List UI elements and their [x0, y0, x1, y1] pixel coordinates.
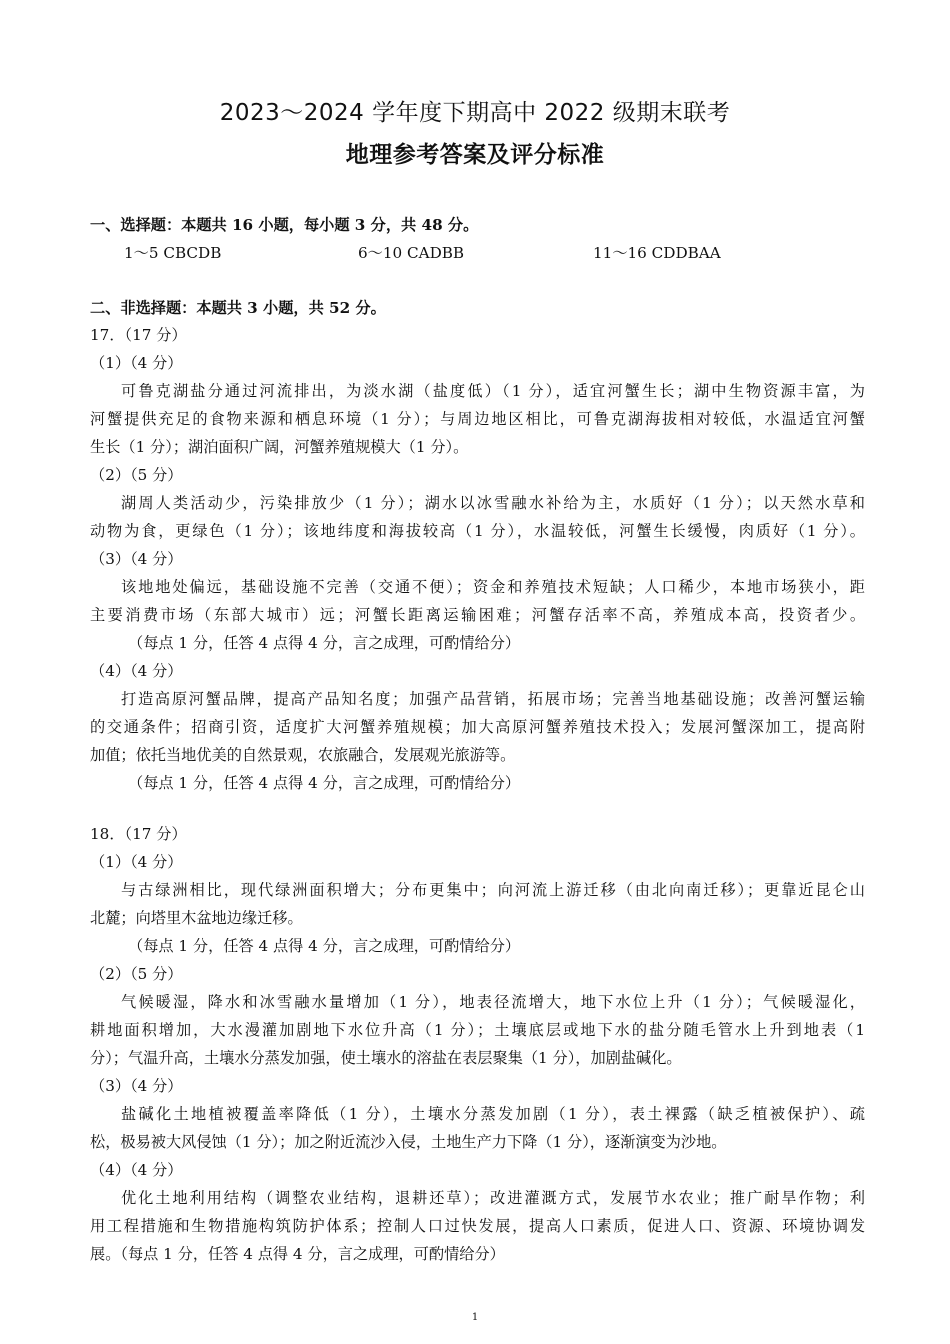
q17-part2-text: 动物为食，更绿色（1 分）；该地纬度和海拔较高（1 分），水温较低，河蟹生长缓慢，肉质好（1 分）。 [90, 522, 865, 540]
section-heading-nonchoice: 二、非选择题：本题共 3 小题，共 52 分。 [90, 299, 386, 317]
q18-part3-text: 松，极易被大风侵蚀（1 分）；加之附近流沙入侵，土地生产力下降（1 分），逐渐演变为沙地。 [90, 1133, 727, 1151]
q17-part1-text: 河蟹提供充足的食物来源和栖息环境（1 分）；与周边地区相比，可鲁克湖海拔相对较低，水温适宜河蟹 [90, 410, 865, 428]
q18-part1-scoring-note: （每点 1 分，任答 4 点得 4 分，言之成理，可酌情给分） [128, 937, 521, 955]
q18-part4-text: 展。（每点 1 分，任答 4 点得 4 分，言之成理，可酌情给分） [90, 1245, 505, 1263]
q17-part3-scoring-note: （每点 1 分，任答 4 点得 4 分，言之成理，可酌情给分） [128, 634, 521, 652]
q18-part2-text: 气候暖湿，降水和冰雪融水量增加（1 分），地表径流增大，地下水位上升（1 分）；气候暖湿化， [121, 993, 865, 1011]
q17-part2-text: 湖周人类活动少，污染排放少（1 分）；湖水以冰雪融水补给为主，水质好（1 分）；以天然水草和 [121, 494, 865, 512]
q18-part2-text: 耕地面积增加，大水漫灌加剧地下水位升高（1 分）；土壤底层或地下水的盐分随毛管水上升到地表（1 [90, 1021, 865, 1039]
q18-part4-label: （4）（4 分） [90, 1161, 183, 1179]
answer-group-1-5: 1～5 CBCDB [124, 244, 222, 262]
q18-part1-text: 北麓；向塔里木盆地边缘迁移。 [90, 909, 303, 927]
question-17-label: 17．（17 分） [90, 326, 187, 344]
q17-part3-label: （3）（4 分） [90, 550, 183, 568]
document-subtitle: 地理参考答案及评分标准 [345, 142, 605, 168]
q18-part4-text: 优化土地利用结构（调整农业结构，退耕还草）；改进灌溉方式，发展节水农业；推广耐旱作物；利 [121, 1189, 865, 1207]
q18-part2-label: （2）（5 分） [90, 965, 183, 983]
q17-part2-label: （2）（5 分） [90, 466, 183, 484]
q18-part2-text: 分）；气温升高，土壤水分蒸发加强，使土壤水的溶盐在表层聚集（1 分），加剧盐碱化。 [90, 1049, 682, 1067]
q18-part3-text: 盐碱化土地植被覆盖率降低（1 分），土壤水分蒸发加剧（1 分），表土裸露（缺乏植被保护）、疏 [121, 1105, 865, 1123]
q17-part4-text: 打造高原河蟹品牌，提高产品知名度；加强产品营销，拓展市场；完善当地基础设施；改善河蟹运输 [121, 690, 865, 708]
section-heading-choice: 一、选择题：本题共 16 小题，每小题 3 分，共 48 分。 [90, 216, 479, 234]
q18-part1-label: （1）（4 分） [90, 853, 183, 871]
q18-part1-text: 与古绿洲相比，现代绿洲面积增大；分布更集中；向河流上游迁移（由北向南迁移）；更靠近昆仑山 [121, 881, 865, 899]
q17-part4-text: 加值；依托当地优美的自然景观，农旅融合，发展观光旅游等。 [90, 746, 516, 764]
document-title: 2023～2024 学年度下期高中 2022 级期末联考 [219, 100, 731, 126]
q17-part3-text: 该地地处偏远，基础设施不完善（交通不便）；资金和养殖技术短缺；人口稀少，本地市场狭小，距 [121, 578, 865, 596]
q18-part4-text: 用工程措施和生物措施构筑防护体系；控制人口过快发展，提高人口素质，促进人口、资源、环境协调发 [90, 1217, 865, 1235]
answer-group-6-10: 6～10 CADBB [358, 244, 465, 262]
q17-part4-text: 的交通条件；招商引资，适度扩大河蟹养殖规模；加大高原河蟹养殖技术投入；发展河蟹深加工，提高附 [90, 718, 865, 736]
q17-part3-text: 主要消费市场（东部大城市）远；河蟹长距离运输困难；河蟹存活率不高，养殖成本高，投资者少。 [90, 606, 865, 624]
question-18-label: 18．（17 分） [90, 825, 187, 843]
q17-part1-text: 可鲁克湖盐分通过河流排出，为淡水湖（盐度低）（1 分），适宜河蟹生长；湖中生物资源丰富，为 [121, 382, 865, 400]
answer-group-11-16: 11～16 CDDBAA [593, 244, 721, 262]
q17-part1-text: 生长（1 分）；湖泊面积广阔，河蟹养殖规模大（1 分）。 [90, 438, 469, 456]
q17-part4-label: （4）（4 分） [90, 662, 183, 680]
page-number: 1 [471, 1312, 479, 1323]
q17-part4-scoring-note: （每点 1 分，任答 4 点得 4 分，言之成理，可酌情给分） [128, 774, 521, 792]
q18-part3-label: （3）（4 分） [90, 1077, 183, 1095]
q17-part1-label: （1）（4 分） [90, 354, 183, 372]
